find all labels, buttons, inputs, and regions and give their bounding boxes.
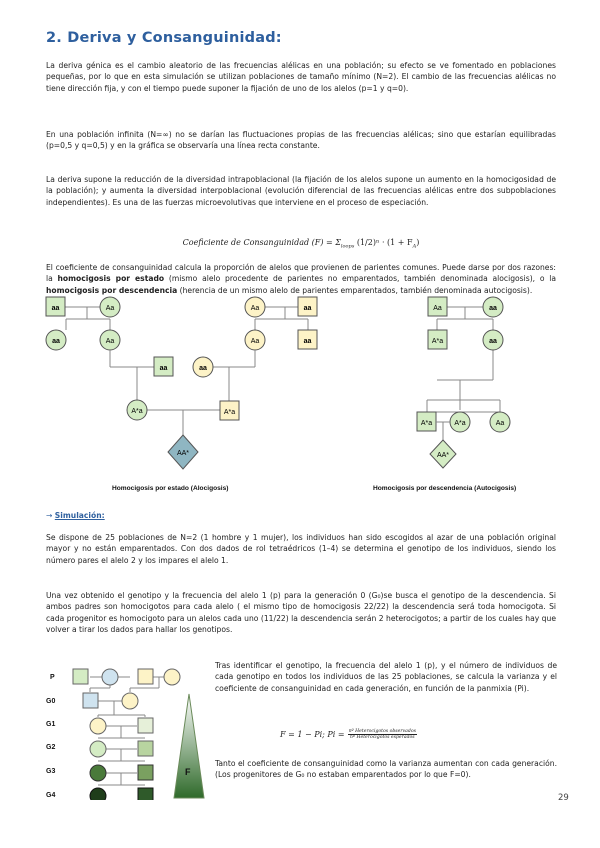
caption-autocigosis: Homocigosis por descendencia (Autocigosis) <box>373 485 517 492</box>
label-Aa: Aa <box>495 420 505 427</box>
label-aa: aa <box>489 305 497 312</box>
G4-male <box>138 788 153 800</box>
P-female-1 <box>102 669 118 685</box>
label-A-star-a: A*a <box>223 409 236 416</box>
G3-female <box>90 765 106 781</box>
G0-female <box>122 693 138 709</box>
gen-label-G0: G0 <box>46 698 56 705</box>
G2-male <box>138 741 153 756</box>
G1-female <box>90 718 106 734</box>
label-Aa: Aa <box>250 305 260 312</box>
label-aa: aa <box>303 305 312 312</box>
label-aa: aa <box>51 305 60 312</box>
label-A-star-a: A*a <box>431 338 444 345</box>
G2-female <box>90 741 106 757</box>
label-AA-star: AA* <box>176 450 190 457</box>
label-Aa: Aa <box>250 338 260 345</box>
paragraph-genotype: Una vez obtenido el genotipo y la frecuencia del alelo 1 (p) para la generación 0 (G₀)se busca el genotipo de la descendencia. Si ambos padres son homocigotos para cada alelo ( el mismo tipo de homocigosis 22/22) la descendencia será toda homocigota. Si cada progenitor es homocigoto para un alelos cada uno (11/22) la descendencia serán 2 heterocigotos; a partir de los cuales hay que volver a tirar los dados para hallar los genotipos. <box>46 591 556 635</box>
label-aa: aa <box>489 338 497 345</box>
label-A-star-a: A*a <box>454 420 466 427</box>
formula-inbreeding: Coeficiente de Consanguinidad $(F) = \Sigma_{loops}$ $(1/2)^n \cdot (1 + F_A)$ <box>182 238 420 250</box>
paragraph-drift: La deriva génica es el cambio aleatorio de las frecuencias alélicas en una población; su efecto se ve fomentado en poblaciones pequeñas, por lo que en esta simulación se utilizan poblaciones de tamaño mínimo (N=2). El cambio de las frecuencias alélicas no tiene dirección fija, y con el tiempo puede suponer la fijación de uno de los alelos (p=1 y q=0). <box>46 61 556 93</box>
gen-label-G3: G3 <box>46 768 56 775</box>
label-aa: aa <box>303 338 312 345</box>
paragraph-infinite-population: En una población infinita (N=∞) no se darían las fluctuaciones propias de las frecuencias alélicas; sino que estarían equilibradas (p=0,5 y q=0,5) y en la gráfica se observaría una línea recta constante. <box>46 130 556 151</box>
formula-panmixia: F = 1 − Pi; Pi = nº Heterocigotos observados nº Heterocigotos esperados <box>280 729 416 740</box>
generations-diagram <box>40 660 210 800</box>
pedigree1-child <box>168 435 198 469</box>
label-Aa: Aa <box>433 305 442 312</box>
gen-label-G2: G2 <box>46 744 56 751</box>
paragraph-inbreeding: El coeficiente de consanguinidad calcula la proporción de alelos que provienen de parientes comunes. Puede darse por dos razones: la homocigosis por estado (mismo alelo procedente de parientes no emparentados, también denominada alocigosis), o la homocigosis por descendencia (herencia de un mismo alelo de parientes emparentados, también denominada autocigosis). <box>46 263 556 295</box>
page-number: 29 <box>558 793 569 803</box>
label-AA-star: AA* <box>436 452 450 459</box>
pedigree1-row2 <box>46 330 317 377</box>
label-aa: aa <box>52 338 60 345</box>
gen-label-G1: G1 <box>46 721 56 728</box>
paragraph-variance: Tras identificar el genotipo, la frecuencia del alelo 1 (p), y el número de individuos de cada genotipo en todos los individuos de las 25 poblaciones, se calcula la varianza y el coeficiente de consanguinidad en cada generación, en función de la panmixia (Pi). <box>215 661 557 693</box>
P-male-1 <box>73 669 88 684</box>
G4-female <box>90 788 106 800</box>
label-Aa: Aa <box>105 338 115 345</box>
G3-male <box>138 765 153 780</box>
G1-male <box>138 718 153 733</box>
page-title: 2. Deriva y Consanguinidad: <box>46 30 282 46</box>
simulation-heading: → Simulación: <box>46 511 105 520</box>
gen-label-P: P <box>50 674 55 681</box>
pedigree-autocigosis <box>400 290 560 470</box>
F-triangle <box>174 694 204 798</box>
G0-male <box>83 693 98 708</box>
F-label: F <box>185 767 191 777</box>
gen-label-G4: G4 <box>46 792 56 799</box>
P-female-2 <box>164 669 180 685</box>
label-A-star-a: A*a <box>131 408 143 415</box>
paragraph-diversity: La deriva supone la reducción de la diversidad intrapoblacional (la fijación de los alelos supone un aumento en la homocigosidad de la población); y aumenta la diversidad interpoblacional (evolución diferencial de las frecuencias alélicas entre dos subpoblaciones independientes). Es una de las fuerzas microevolutivas que interviene en el proceso de especiación. <box>46 175 556 207</box>
paragraph-populations: Se dispone de 25 poblaciones de N=2 (1 hombre y 1 mujer), los individuos han sido escogidos al azar de una población original mayor y no están emparentados. Con dos dados de rol tetraédricos (1–4) se determina el genotipo de los individuos, siendo los número pares el alelo 2 y los impares el alelo 1. <box>46 533 556 565</box>
label-A-star-a: A*a <box>420 420 433 427</box>
paragraph-conclusion: Tanto el coeficiente de consanguinidad como la varianza aumentan con cada generación. (Los progenitores de G₀ no estaban emparentados por lo que F=0). <box>215 759 557 780</box>
P-male-2 <box>138 669 153 684</box>
pedigree-allocigosis <box>40 290 340 470</box>
label-aa: aa <box>159 365 168 372</box>
label-Aa: Aa <box>105 305 115 312</box>
caption-allocigosis: Homocigosis por estado (Alocigosis) <box>112 485 229 492</box>
label-aa: aa <box>199 365 207 372</box>
